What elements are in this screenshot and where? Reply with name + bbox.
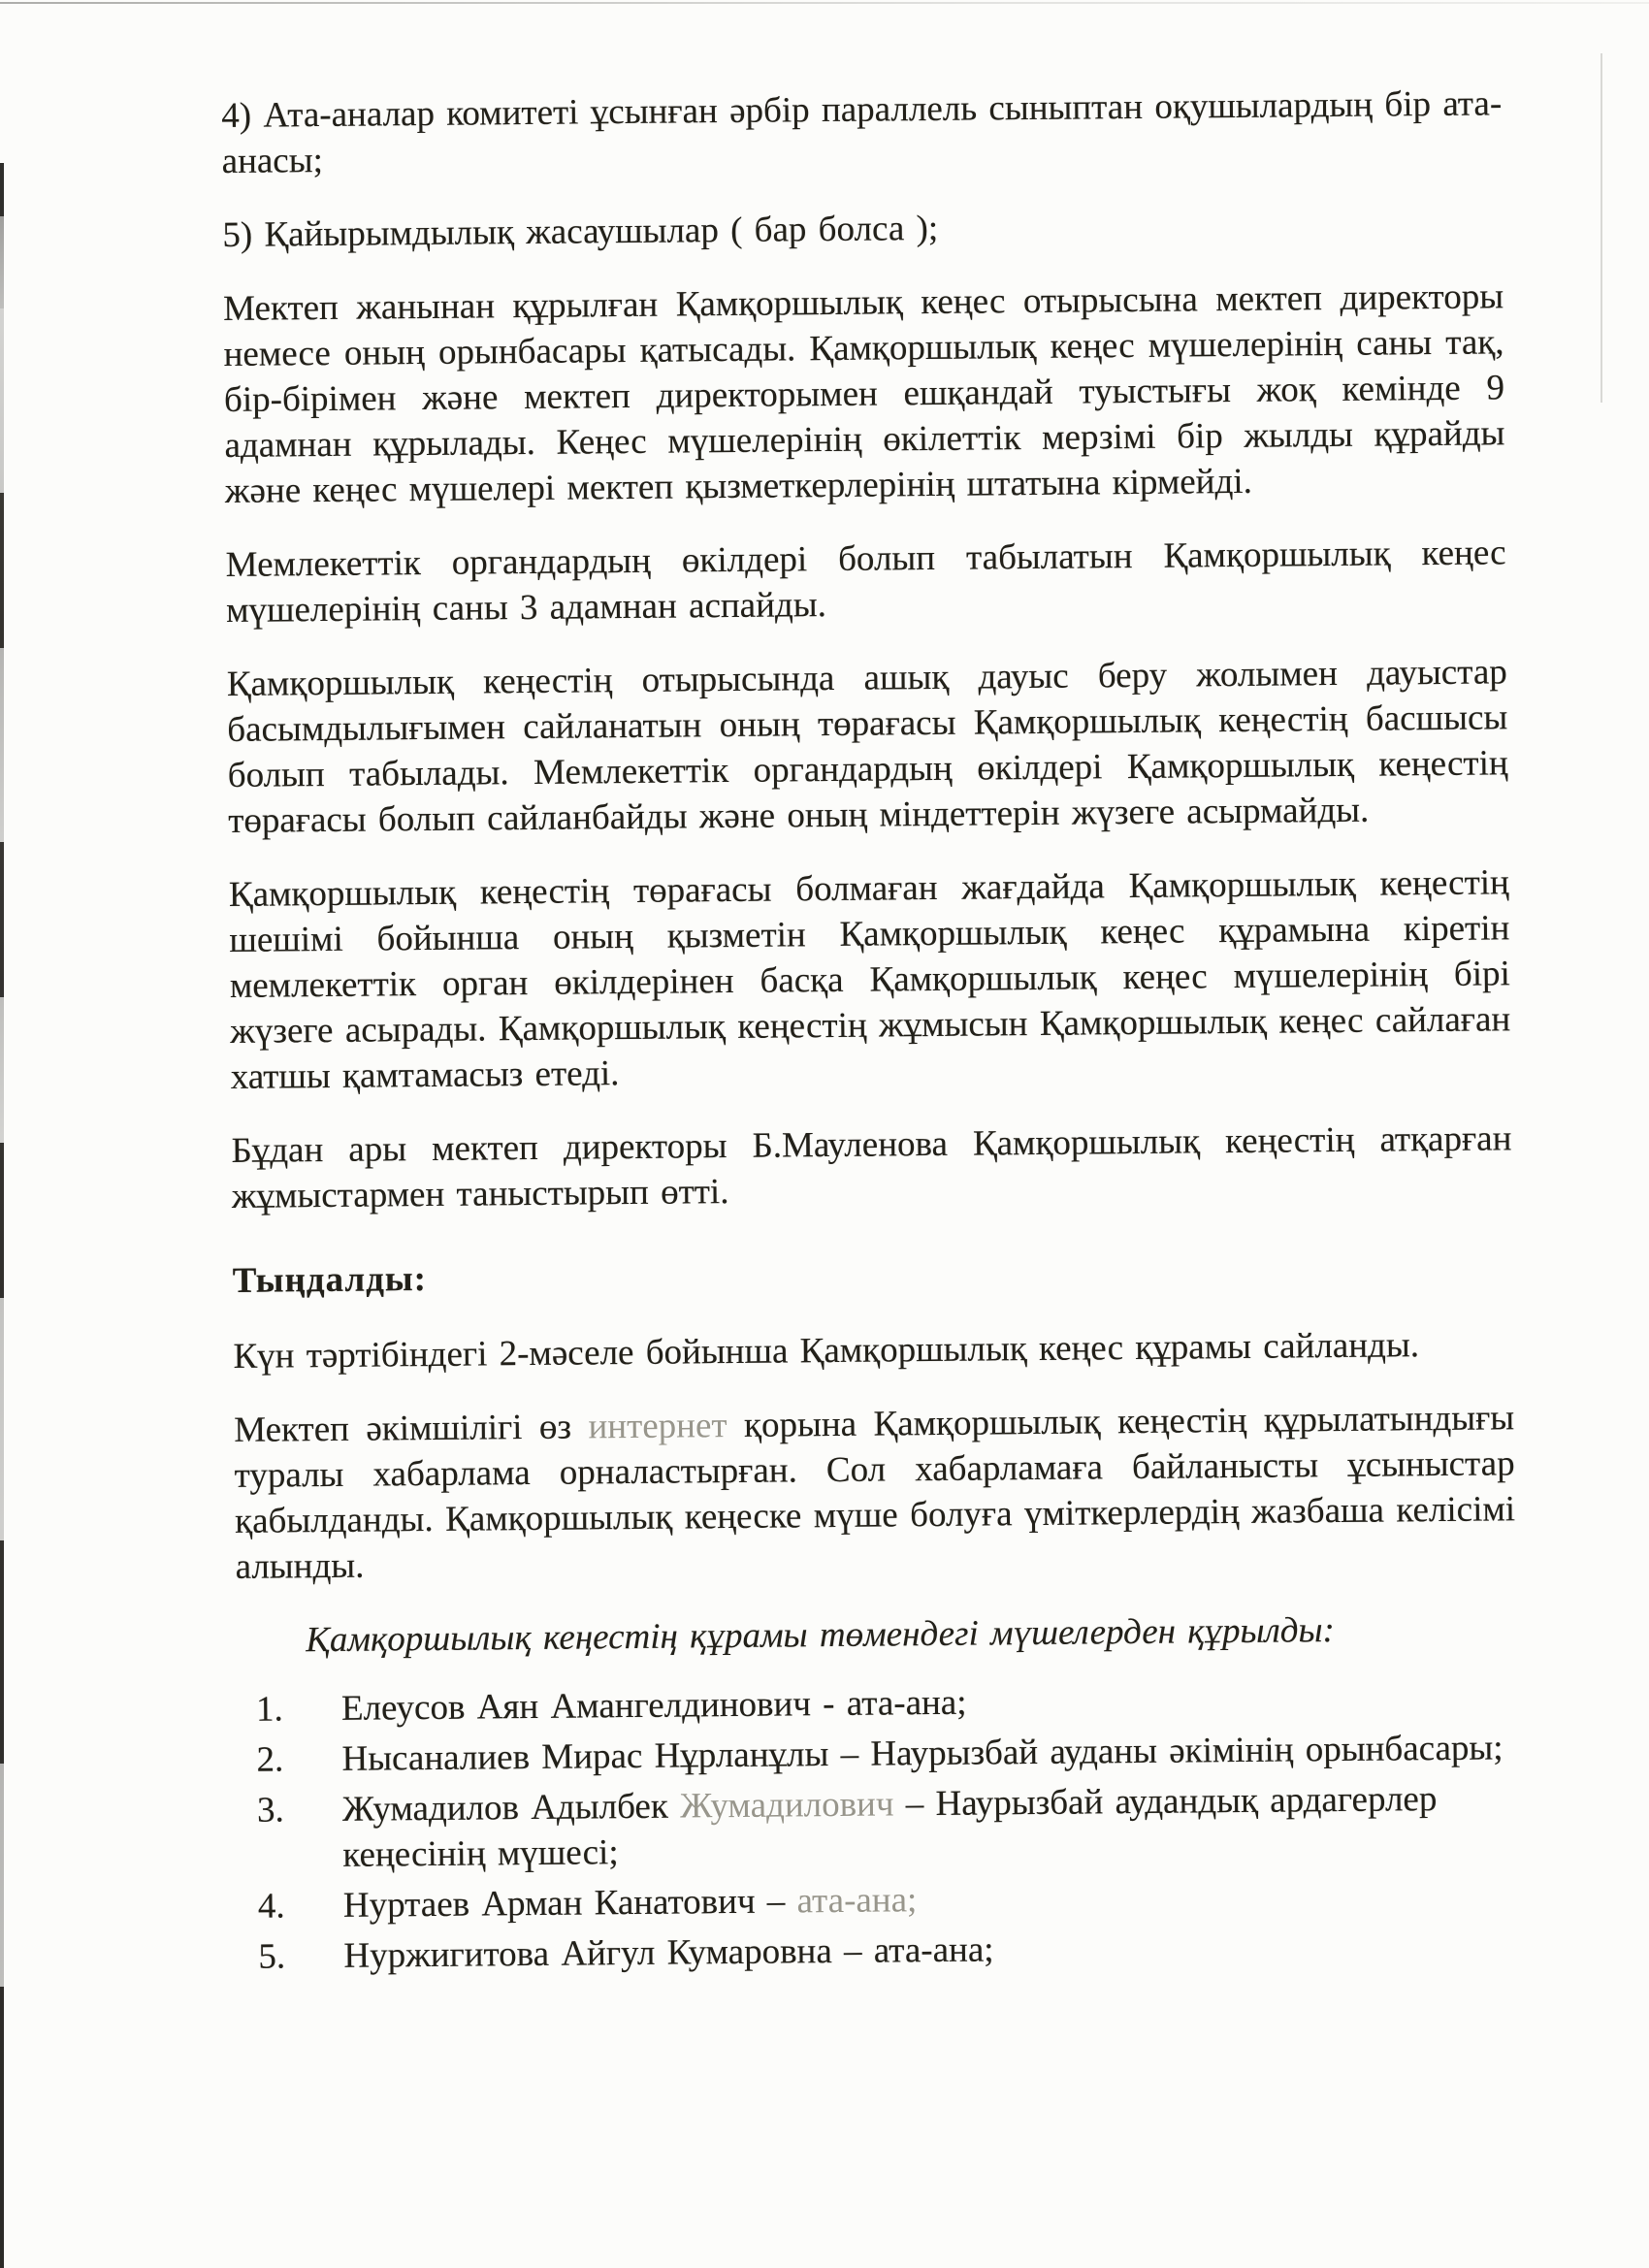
member-text: Жумадилов Адылбек: [341, 1786, 681, 1830]
member-text-faded: ата-ана;: [796, 1880, 918, 1922]
notice-text-start: Мектеп әкімшілігі өз: [234, 1407, 589, 1450]
council-composition-paragraph: Мектеп жанынан құрылған Қамқоршылық кеңес отырысына мектеп директоры немесе оның орынбасары қатысады. Қамқоршылық кеңес мүшелерінің саны тақ, бір-бірімен және мектеп директорымен ешқандай туыстығы жоқ кемінде 9 адамнан құрылады. Кеңес мүшелерінің өкілеттік мерзімі бір жылды құрайды және кеңес мүшелері мектеп қызметкерлерінің штатына кірмейді.: [222, 276, 1505, 511]
scan-top-edge-artifact: [0, 2, 1649, 4]
member-text: Нуртаев Арман Канатович –: [342, 1881, 797, 1926]
members-intro-line: Қамқоршылық кеңестің құрамы төмендегі мүшелерден құрылды:: [306, 1610, 1336, 1661]
agenda-item-paragraph: Күн тәртібіндегі 2-мәселе бойынша Қамқоршылық кеңес құрамы сайланды.: [233, 1325, 1420, 1377]
chairman-absence-paragraph: Қамқоршылық кеңестің төрағасы болмаған жағдайда Қамқоршылық кеңестің шешімі бойынша оның қызметін Қамқоршылық кеңес құрамына кіретін мемлекеттік орган өкілдерінен басқа Қамқоршылық кеңес мүшелерінің бірі жүзеге асырады. Қамқоршылық кеңестің жұмысын Қамқоршылық кеңес сайлаған хатшы қамтамасыз етеді.: [228, 862, 1511, 1097]
clause-4-paragraph: 4) Ата-аналар комитеті ұсынған әрбір параллель сыныптан оқушылардың бір ата-анасы;: [221, 83, 1503, 181]
notice-paragraph: [234, 1395, 1516, 1590]
member-text-faded: Жумадилович: [679, 1784, 894, 1827]
members-list: [237, 1674, 1520, 1980]
member-text: Нуржигитова Айгул Кумаровна – ата-ана;: [343, 1929, 994, 1976]
member-item: [258, 1871, 1519, 1928]
member-number: 4.: [257, 1886, 285, 1927]
notice-text-faded: интернет: [588, 1406, 728, 1447]
chairman-election-paragraph: Қамқоршылық кеңестің отырысында ашық дауыс беру жолымен дауыстар басымдылығымен сайланатын оның төрағасы Қамқоршылық кеңестің басшысы болып табылады. Мемлекеттік органдардың өкілдері Қамқоршылық кеңестің төрағасы болып сайланбайды және оның міндеттерін жүзеге асырмайды.: [226, 652, 1508, 841]
scan-left-edge-artifact: [0, 163, 4, 2268]
state-body-limit-paragraph: Мемлекеттік органдардың өкілдері болып табылатын Қамқоршылық кеңес мүшелерінің саны 3 адамнан аспайды.: [225, 533, 1506, 631]
notice-text-end: қорына Қамқоршылық кеңестің құрылатындығы туралы хабарлама орналастырған. Сол хабарламаға байланысты ұсыныстар қабылданды. Қамқоршылық кеңеске мүше болуға үміткерлердің жазбаша келісімі алынды.: [234, 1398, 1516, 1587]
document-content: [221, 81, 1520, 1985]
member-item: [256, 1674, 1517, 1732]
clause-5-paragraph: 5) Қайырымдылық жасаушылар ( бар болса );: [222, 208, 939, 255]
member-number: 3.: [256, 1790, 284, 1831]
member-text: Нысаналиев Мирас Нұрланұлы – Наурызбай ауданы әкімінің орынбасары;: [341, 1728, 1504, 1779]
director-report-paragraph: Бұдан ары мектеп директоры Б.Мауленова Қамқоршылық кеңестің атқарған жұмыстармен таныстырып өтті.: [231, 1118, 1512, 1216]
listened-heading: Тыңдалды:: [232, 1259, 428, 1301]
member-item: [256, 1725, 1517, 1782]
member-text: Елеусов Аян Амангелдинович - ата-ана;: [340, 1682, 967, 1729]
member-number: 2.: [256, 1739, 284, 1780]
member-number: 5.: [258, 1936, 286, 1977]
member-item: [257, 1775, 1519, 1878]
member-item: [258, 1922, 1519, 1979]
scan-right-streak-artifact: [1600, 53, 1602, 403]
member-text-tail: – Наурызбай аудандық ардагерлер кеңесінің мүшесі;: [342, 1779, 1438, 1875]
member-number: 1.: [255, 1689, 283, 1730]
